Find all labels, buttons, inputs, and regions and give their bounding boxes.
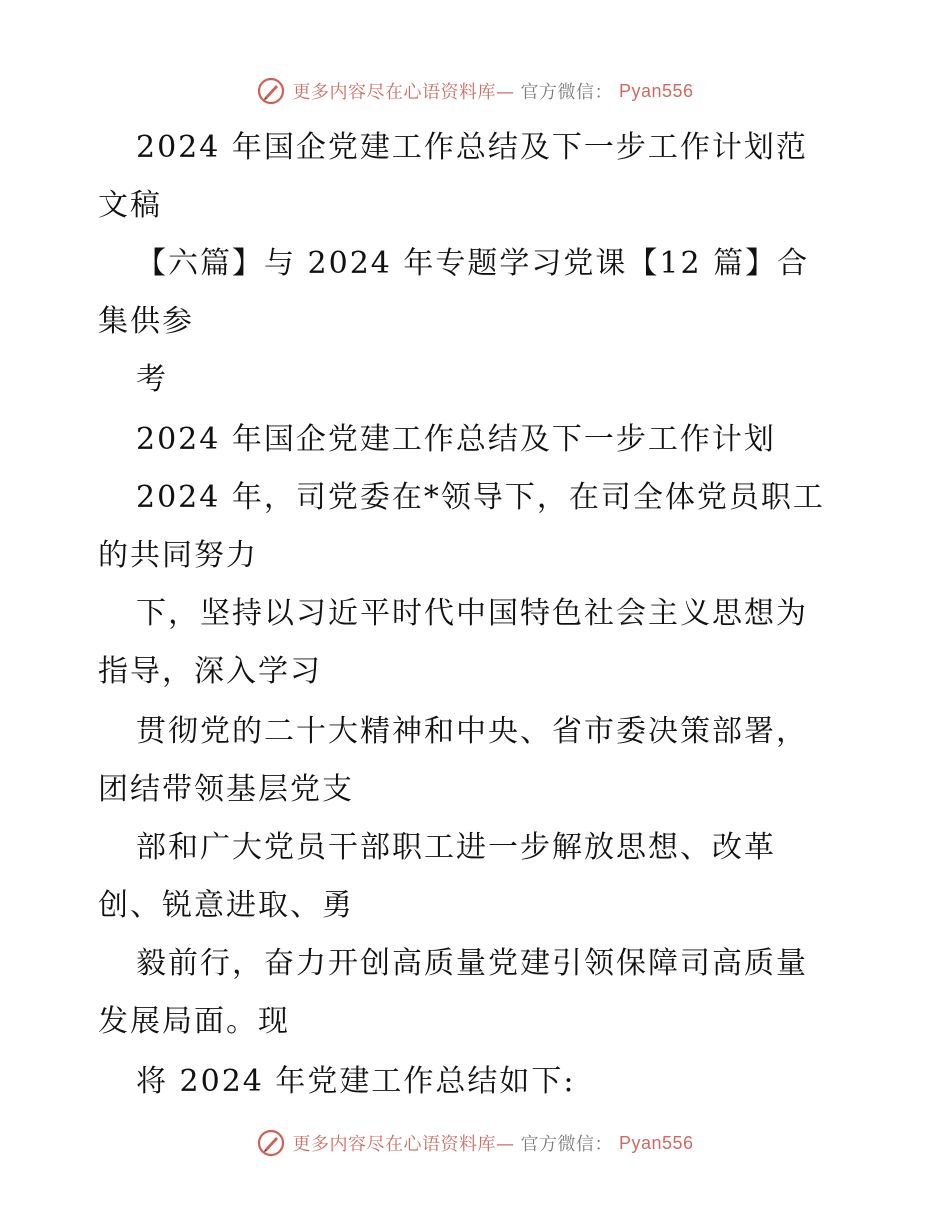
header-watermark <box>0 76 950 106</box>
doc-title-line-4: 集供参 <box>98 304 194 339</box>
pen-logo-icon <box>256 76 286 106</box>
doc-subtitle: 2024 年国企党建工作总结及下一步工作计划 <box>136 422 776 457</box>
doc-paragraph-line: 将 2024 年党建工作总结如下: <box>136 1064 576 1099</box>
doc-paragraph-line: 团结带领基层党支 <box>98 772 354 807</box>
doc-paragraph-line: 创、锐意进取、勇 <box>98 888 354 923</box>
doc-paragraph-line: 2024 年，司党委在*领导下，在司全体党员职工 <box>136 480 825 515</box>
doc-title-line-2: 文稿 <box>98 188 162 223</box>
doc-paragraph-line: 贯彻党的二十大精神和中央、省市委决策部署， <box>136 714 808 749</box>
doc-paragraph-line: 发展局面。现 <box>98 1004 290 1039</box>
doc-title-line-5: 考 <box>136 362 168 397</box>
doc-title-line-3: 【六篇】与 2024 年专题学习党课【12 篇】合 <box>136 246 810 281</box>
watermark-contact-label: 官方微信： <box>520 82 613 103</box>
pen-logo-icon <box>256 1128 286 1158</box>
watermark-contact-id: Pyan556 <box>618 1132 694 1153</box>
watermark-brand-text: 更多内容尽在心语资料库— <box>292 1134 515 1155</box>
doc-title-line-1: 2024 年国企党建工作总结及下一步工作计划范 <box>136 130 808 165</box>
watermark-brand-text: 更多内容尽在心语资料库— <box>292 82 515 103</box>
doc-paragraph-line: 指导，深入学习 <box>98 654 322 689</box>
doc-paragraph-line: 部和广大党员干部职工进一步解放思想、改革 <box>136 830 776 865</box>
doc-paragraph-line: 下，坚持以习近平时代中国特色社会主义思想为 <box>136 596 808 631</box>
footer-watermark <box>0 1128 950 1158</box>
doc-paragraph-line: 的共同努力 <box>98 538 258 573</box>
watermark-contact-label: 官方微信： <box>520 1134 613 1155</box>
watermark-contact-id: Pyan556 <box>618 80 694 101</box>
doc-paragraph-line: 毅前行，奋力开创高质量党建引领保障司高质量 <box>136 946 808 981</box>
